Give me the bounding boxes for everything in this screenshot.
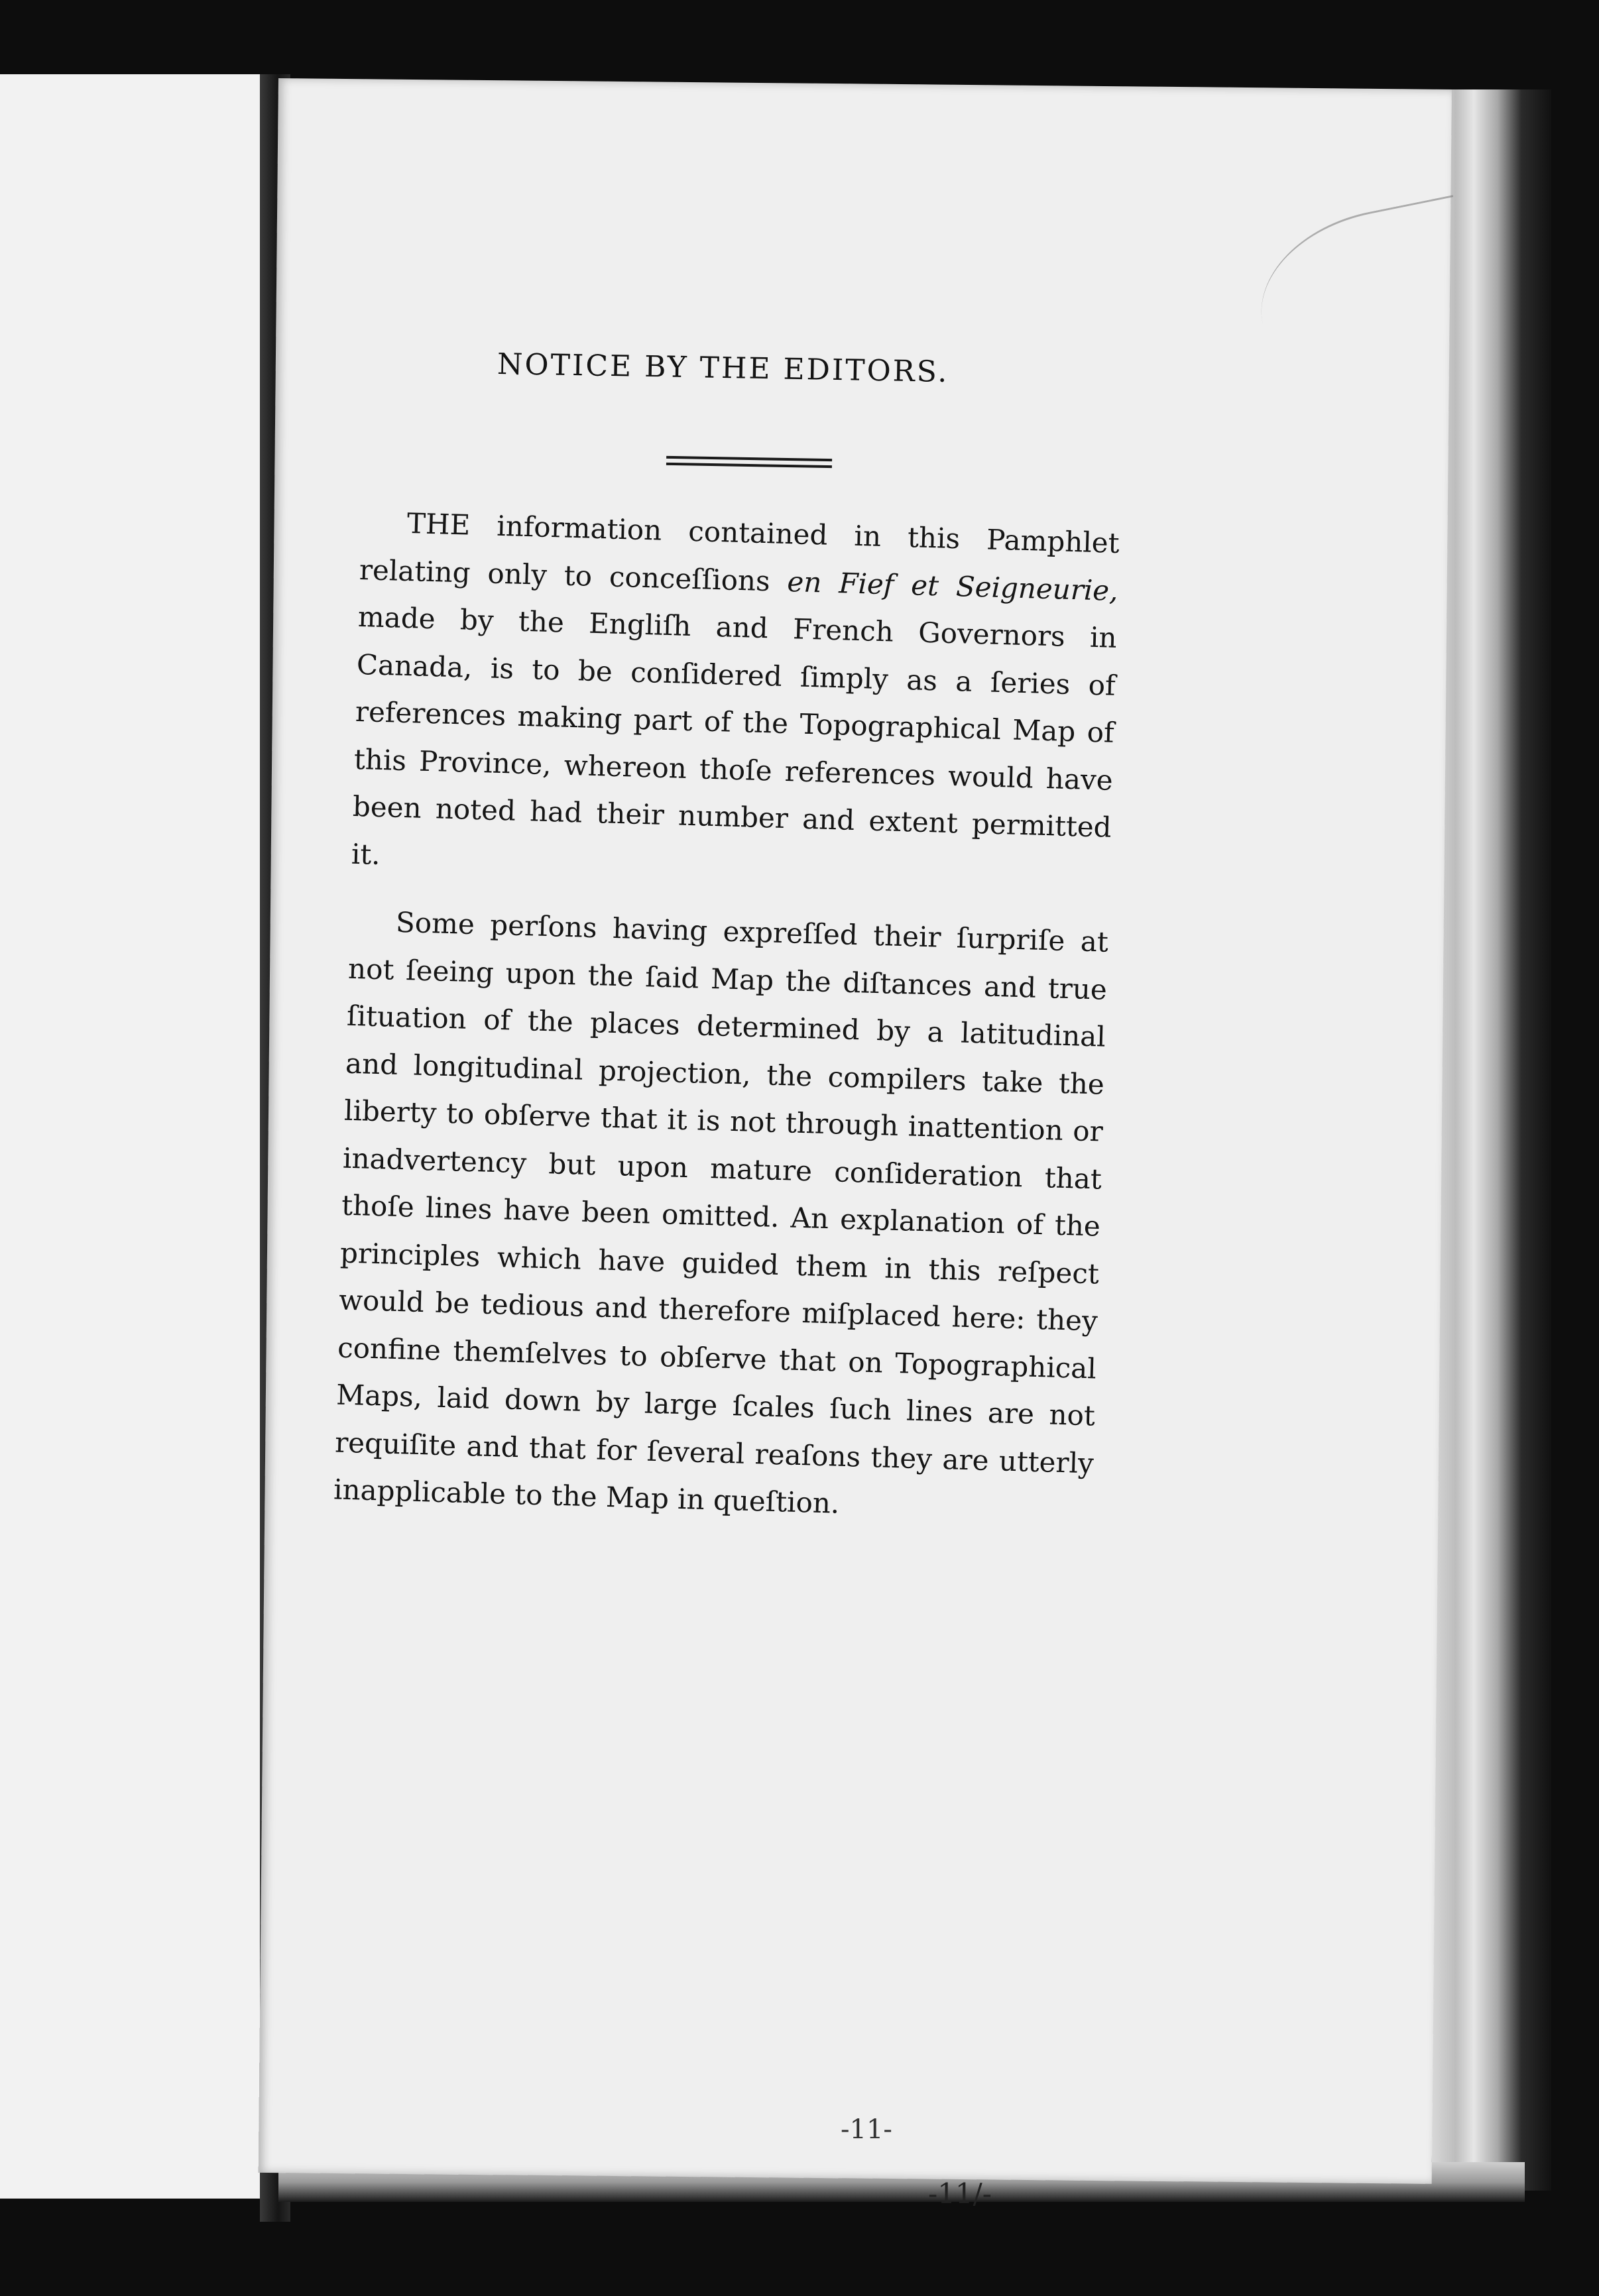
- page-title: NOTICE BY THE EDITORS.: [497, 347, 949, 389]
- footer-mark: -11/-: [928, 2177, 992, 2210]
- paragraph-one: [351, 498, 1120, 899]
- paper-crease: [1245, 195, 1482, 382]
- paragraph-one-part1: THE information contained in this Pamphlet relating only to conceſſions: [359, 506, 1120, 598]
- left-page: [0, 74, 260, 2199]
- page-number-mark: -11-: [841, 2114, 892, 2145]
- paragraph-one-italic: en Fief et Seigneurie,: [786, 565, 1119, 607]
- paragraph-one-part2: made by the Engliſh and French Governors in Canada, is to be conſidered ſimply as a ſeries of references making part of the Topographical Map of this Province, whereon thoſe references would have been noted had their number and extent permitted it.: [351, 600, 1118, 871]
- paragraph-two: Some perſons having expreſſed their ſurpriſe at not ſeeing upon the ſaid Map the diſtances and true ſituation of the places determined by a latitudinal and longitudinal projection, the compilers take the liberty to obſerve that it is not through inattention or inadvertency but upon mature conſideration that thoſe lines have been omitted. An explanation of the principles which have guided them in this reſpect would be tedious and therefore miſplaced here: they confine themſelves to obſerve that on Topographical Maps, laid down by large ſcales ſuch lines are not requiſite and that for ſeveral reaſons they are utterly inapplicable to the Map in queſtion.: [333, 905, 1109, 1520]
- body-text: [333, 498, 1120, 1534]
- page-stack-edge: [1432, 89, 1551, 2191]
